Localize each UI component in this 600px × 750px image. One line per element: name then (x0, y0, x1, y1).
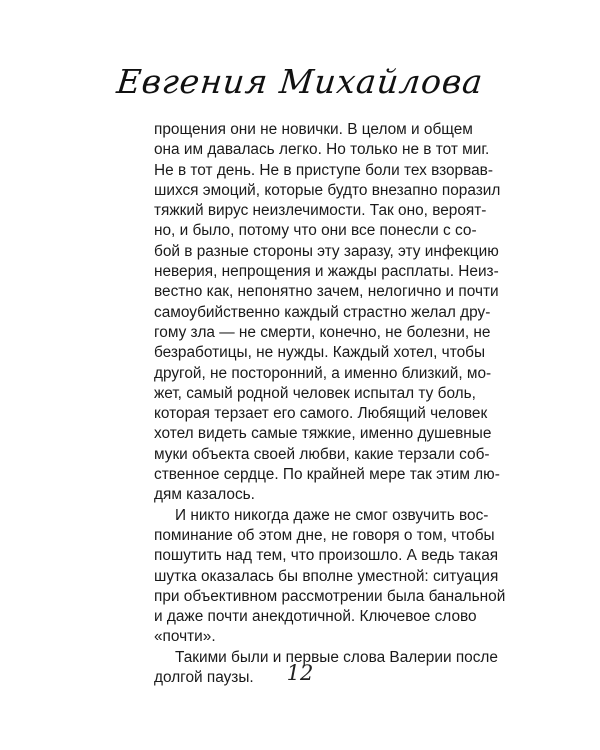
text-line: пошутить над тем, что произошло. А ведь такая (154, 547, 499, 565)
text-line: самоубийственно каждый страстно желал дру- (154, 303, 491, 321)
text-line: муки объекта своей любви, какие терзали соб- (154, 445, 490, 463)
text-line: Такими были и первые слова Валерии после (175, 648, 498, 666)
body-text (154, 120, 506, 688)
text-line: хотел видеть самые тяжкие, именно душевные (154, 425, 492, 443)
page-number: 12 (286, 661, 314, 685)
text-line: долгой паузы. (154, 669, 254, 687)
text-line: прощения они не новички. В целом и общем (154, 121, 473, 138)
text-line: поминание об этом дне, не говоря о том, чтобы (154, 526, 495, 544)
text-line: «почти». (154, 628, 216, 646)
text-line: другой, не посторонний, а именно близкий, мо- (154, 364, 492, 382)
text-line: шутка оказалась бы вполне уместной: ситуация (154, 567, 499, 585)
running-head-author: Евгения Михайлова (114, 62, 486, 101)
text-line: гому зла — не смерти, конечно, не болезни, не (154, 323, 491, 341)
text-line: бой в разные стороны эту заразу, эту инфекцию (154, 242, 499, 260)
text-line: но, и было, потому что они все понесли с со- (154, 222, 477, 240)
text-line: она им давалась легко. Но только не в тот миг. (154, 141, 490, 159)
text-line: ственное сердце. По крайней мере так этим лю- (154, 466, 500, 484)
text-line: безработицы, не нужды. Каждый хотел, чтобы (154, 344, 486, 362)
text-line: шихся эмоций, которые будто внезапно поразил (154, 181, 501, 199)
text-line: дям казалось. (154, 486, 255, 504)
text-line: жет, самый родной человек испытал ту боль, (154, 384, 476, 402)
text-line: которая терзает его самого. Любящий человек (154, 405, 488, 423)
text-line: и даже почти анекдотичной. Ключевое слово (154, 608, 477, 626)
text-line: неверия, непрощения и жажды расплаты. Неиз- (154, 263, 499, 281)
text-line: тяжкий вирус неизлечимости. Так оно, вероят- (154, 202, 487, 220)
text-line: при объективном рассмотрении была банальной (154, 587, 506, 605)
text-line: Не в тот день. Не в приступе боли тех взорвав- (154, 161, 493, 179)
text-line: вестно как, непонятно зачем, нелогично и почти (154, 283, 499, 301)
text-line: И никто никогда даже не смог озвучить вос- (175, 506, 489, 524)
